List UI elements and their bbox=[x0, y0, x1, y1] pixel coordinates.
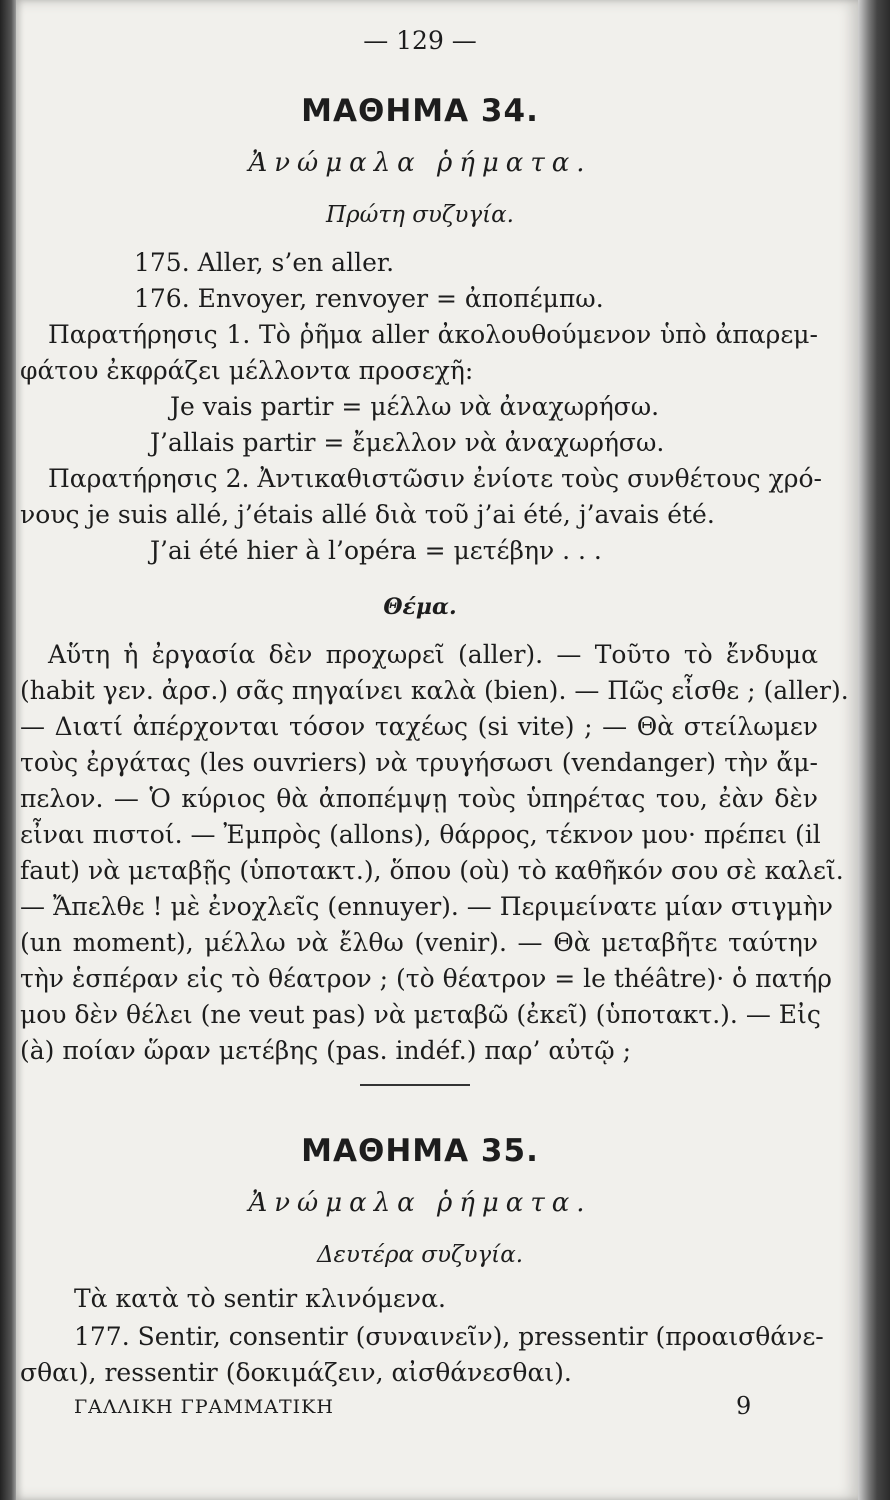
lesson-35-title: ΜΑΘΗΜΑ 35. bbox=[301, 1133, 539, 1169]
book-page bbox=[16, 0, 858, 1500]
lesson-34-title: ΜΑΘΗΜΑ 34. bbox=[301, 93, 539, 129]
theme-line: πελον. — Ὁ κύριος θὰ ἀποπέμψῃ τοὺς ὑπηρέτας του, ἐὰν δὲν bbox=[20, 784, 818, 813]
lesson-34-conjugation: Πρώτη συζυγία. bbox=[326, 202, 514, 228]
theme-line: — Ἄπελθε ! μὲ ἐνοχλεῖς (ennuyer). — Περιμείνατε μίαν στιγμὴν bbox=[20, 892, 833, 921]
theme-line: τὴν ἑσπέραν εἰς τὸ θέατρον ; (τὸ θέατρον = le théâtre)· ὁ πατήρ bbox=[20, 964, 832, 993]
page-edge bbox=[858, 0, 890, 1500]
footer-book-title: ΓΑΛΛΙΚΗ ΓΡΑΜΜΑΤΙΚΗ bbox=[74, 1396, 334, 1418]
example-2: J’allais partir = ἔμελλον νὰ ἀναχωρήσω. bbox=[150, 428, 665, 457]
entry-177-line-1: 177. Sentir, consentir (συναινεῖν), pressentir (προαισθάνε- bbox=[74, 1322, 824, 1351]
theme-line: τοὺς ἐργάτας (les ouvriers) νὰ τρυγήσωσι (vendanger) τὴν ἄμ- bbox=[20, 748, 818, 777]
footer-signature: 9 bbox=[736, 1392, 752, 1420]
theme-line: — Διατί ἀπέρχονται τόσον ταχέως (si vite) ; — Θὰ στείλωμεν bbox=[20, 712, 818, 741]
theme-line: faut) νὰ μεταβῇς (ὑποτακτ.), ὅπου (où) τὸ καθῆκόν σου σὲ καλεῖ. bbox=[20, 856, 844, 885]
remark-1-line-2: φάτου ἐκφράζει μέλλοντα προσεχῆ: bbox=[20, 356, 474, 385]
entry-176: 176. Envoyer, renvoyer = ἀποπέμπω. bbox=[134, 284, 604, 313]
remark-2-line-2: νους je suis allé, j’étais allé διὰ τοῦ j’ai été, j’avais été. bbox=[20, 500, 715, 529]
page-number: — 129 — bbox=[363, 26, 477, 55]
theme-heading: Θέμα. bbox=[383, 594, 457, 620]
entry-177-line-2: σθαι), ressentir (δοκιμάζειν, αἰσθάνεσθαι). bbox=[20, 1358, 572, 1387]
remark-1-line-1: Παρατήρησις 1. Τὸ ῥῆμα aller ἀκολουθούμενον ὑπὸ ἀπαρεμ- bbox=[48, 320, 818, 349]
theme-line: (habit γεν. ἀρσ.) σᾶς πηγαίνει καλὰ (bien). — Πῶς εἶσθε ; (aller). bbox=[20, 676, 849, 705]
theme-line: Αὕτη ἡ ἐργασία δὲν προχωρεῖ (aller). — Τοῦτο τὸ ἔνδυμα bbox=[48, 640, 818, 669]
theme-line: (un moment), μέλλω νὰ ἔλθω (venir). — Θὰ μεταβῆτε ταύτην bbox=[20, 928, 818, 957]
remark-2-line-1: Παρατήρησις 2. Ἀντικαθιστῶσιν ἐνίοτε τοὺς συνθέτους χρό- bbox=[48, 464, 822, 493]
example-3: J’ai été hier à l’opéra = μετέβην . . . bbox=[150, 536, 602, 565]
theme-line: εἶναι πιστοί. — Ἐμπρὸς (allons), θάρρος, τέκνον μου· πρέπει (il bbox=[20, 820, 821, 849]
theme-line: μου δὲν θέλει (ne veut pas) νὰ μεταβῶ (ἐκεῖ) (ὑποτακτ.). — Εἰς bbox=[20, 1000, 821, 1029]
entry-175: 175. Aller, s’en aller. bbox=[134, 248, 395, 277]
lesson-35-intro: Τὰ κατὰ τὸ sentir κλινόμενα. bbox=[74, 1284, 446, 1313]
example-1: Je vais partir = μέλλω νὰ ἀναχωρήσω. bbox=[170, 392, 660, 421]
lesson-34-subtitle: Ἀνώμαλα ῥήματα. bbox=[248, 148, 592, 178]
book-gutter bbox=[0, 0, 16, 1500]
section-divider bbox=[360, 1084, 470, 1086]
lesson-35-conjugation: Δευτέρα συζυγία. bbox=[316, 1242, 524, 1268]
theme-line: (à) ποίαν ὥραν μετέβης (pas. indéf.) παρ’ αὐτῷ ; bbox=[20, 1036, 631, 1065]
lesson-35-subtitle: Ἀνώμαλα ῥήματα. bbox=[248, 1188, 592, 1218]
